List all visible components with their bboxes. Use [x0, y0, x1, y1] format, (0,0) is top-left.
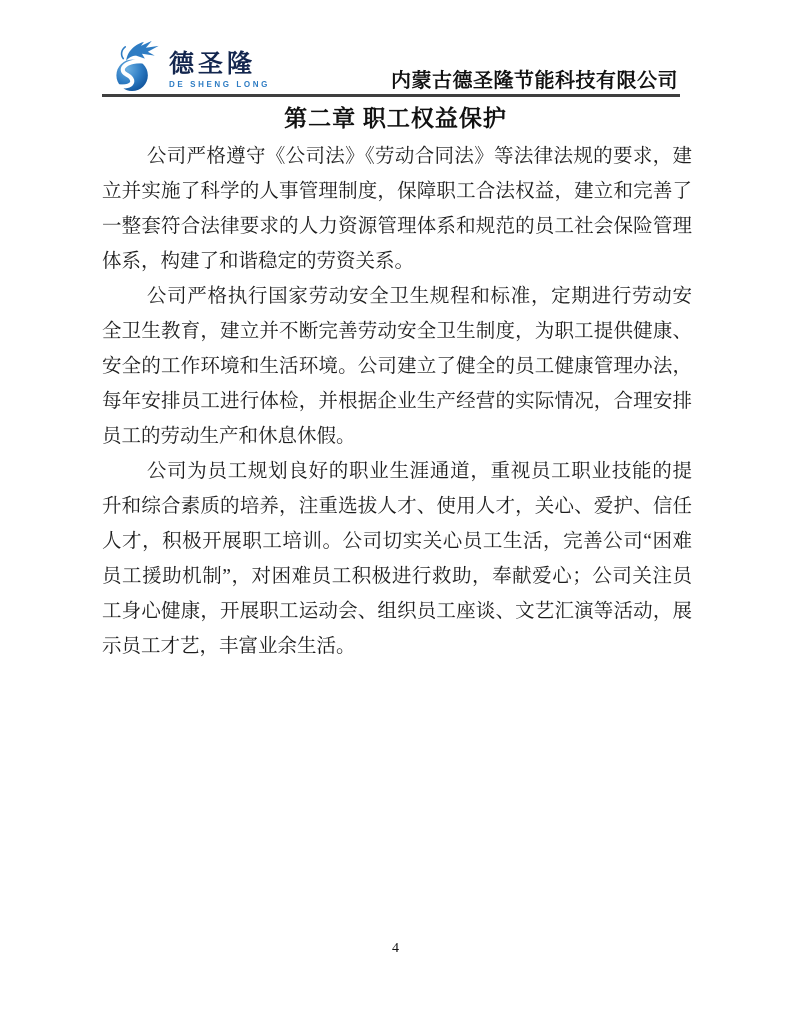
logo-brand-english: DE SHENG LONG — [169, 80, 270, 89]
document-body — [102, 139, 692, 664]
header-divider — [102, 94, 680, 97]
logo-text — [169, 52, 270, 89]
page-number: 4 — [392, 941, 399, 956]
chapter-title: 第二章 职工权益保护 — [284, 106, 507, 131]
header-company-name: 内蒙古德圣隆节能科技有限公司 — [391, 70, 678, 92]
paragraph-1: 公司严格遵守《公司法》《劳动合同法》等法律法规的要求，建立并实施了科学的人事管理制度，保障职工合法权益，建立和完善了一整套符合法律要求的人力资源管理体系和规范的员工社会保险管理体系，构建了和谐稳定的劳资关系。 — [102, 146, 692, 272]
company-logo — [112, 37, 270, 94]
logo-brand-chinese: 德圣隆 — [169, 50, 257, 78]
dragon-sphere-logo-icon — [112, 37, 166, 94]
paragraph-3: 公司为员工规划良好的职业生涯通道，重视员工职业技能的提升和综合素质的培养，注重选拔人才、使用人才，关心、爱护、信任人才，积极开展职工培训。公司切实关心员工生活，完善公司“困难员工援助机制”，对困难员工积极进行救助，奉献爱心；公司关注员工身心健康，开展职工运动会、组织员工座谈、文艺汇演等活动，展示员工才艺，丰富业余生活。 — [102, 461, 692, 657]
paragraph-2: 公司严格执行国家劳动安全卫生规程和标准，定期进行劳动安全卫生教育，建立并不断完善劳动安全卫生制度，为职工提供健康、安全的工作环境和生活环境。公司建立了健全的员工健康管理办法，每年安排员工进行体检，并根据企业生产经营的实际情况，合理安排员工的劳动生产和休息休假。 — [102, 286, 692, 447]
